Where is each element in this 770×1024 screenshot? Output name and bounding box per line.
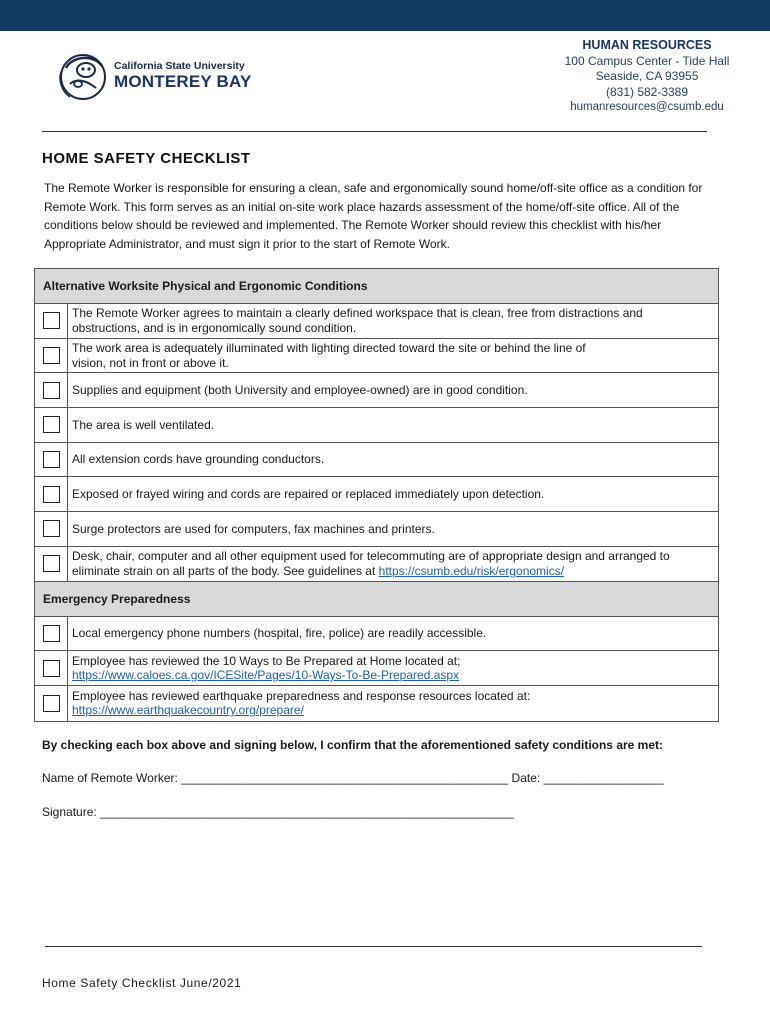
item-text: vision, not in front or above it. <box>72 355 229 370</box>
page-title: HOME SAFETY CHECKLIST <box>42 150 251 167</box>
top-banner <box>0 0 770 31</box>
item-text: The area is well ventilated. <box>72 417 215 432</box>
checkbox[interactable] <box>43 347 60 364</box>
name-label: Name of Remote Worker: <box>42 771 178 785</box>
address-line-1: 100 Campus Center - Tide Hall <box>564 53 730 68</box>
checklist-row <box>35 686 718 721</box>
name-date-line <box>42 771 664 785</box>
item-text: Desk, chair, computer and all other equipment used for telecommuting are of appropriate design and arranged to <box>72 549 670 564</box>
checklist-row <box>35 373 718 408</box>
checkbox[interactable] <box>43 555 60 572</box>
ergonomics-link[interactable]: https://csumb.edu/risk/ergonomics/ <box>378 563 565 578</box>
email-address: humanresources@csumb.edu <box>570 101 724 113</box>
checkbox[interactable] <box>43 695 60 712</box>
checkbox[interactable] <box>43 520 60 537</box>
item-text: Surge protectors are used for computers, fax machines and printers. <box>72 521 435 536</box>
checklist-table <box>34 268 719 722</box>
caloes-link[interactable]: https://www.caloes.ca.gov/ICESite/Pages/10-Ways-To-Be-Prepared.aspx <box>72 668 460 683</box>
checklist-row <box>35 304 718 339</box>
phone-number: (831) 582-3389 <box>605 84 689 99</box>
signature-field[interactable]: ______________________________________________________________ <box>100 805 514 819</box>
department-name: HUMAN RESOURCES <box>582 38 712 52</box>
otter-mascot-icon <box>56 50 110 102</box>
section-heading-emergency: Emergency Preparedness <box>35 582 718 617</box>
checklist-row <box>35 512 718 547</box>
item-text: Supplies and equipment (both University and employee-owned) are in good condition. <box>72 382 528 397</box>
address-line-2: Seaside, CA 93955 <box>595 69 699 83</box>
checkbox[interactable] <box>43 312 60 329</box>
logo-line-1: California State University <box>114 60 245 72</box>
signature-line <box>42 805 514 819</box>
checkbox[interactable] <box>43 625 60 642</box>
item-text: eliminate strain on all parts of the body. See guidelines at <box>72 563 379 578</box>
checklist-row <box>35 443 718 478</box>
header-divider <box>42 131 707 132</box>
checkbox[interactable] <box>43 660 60 677</box>
earthquake-country-link[interactable]: https://www.earthquakecountry.org/prepare/ <box>72 703 304 718</box>
checkbox[interactable] <box>43 451 60 468</box>
checklist-row <box>35 617 718 652</box>
logo-line-2: MONTEREY BAY <box>114 72 252 91</box>
checkbox[interactable] <box>43 486 60 503</box>
checklist-row <box>35 477 718 512</box>
item-text: Employee has reviewed earthquake preparedness and response resources located at: <box>72 688 531 703</box>
intro-paragraph: The Remote Worker is responsible for ensuring a clean, safe and ergonomically sound home/off-site office as a condition for Remote Work. This form serves as an initial on-site work place hazards assessment of the home/off-site office. All of the conditions below should be reviewed and implemented. The Remote Worker should review this checklist with his/her Appropriate Administrator, and must sign it prior to the start of Remote Work. <box>44 181 703 251</box>
checklist-row <box>35 651 718 686</box>
item-text: Employee has reviewed the 10 Ways to Be Prepared at Home located at; <box>72 653 461 668</box>
university-logo <box>56 50 256 102</box>
item-text: Exposed or frayed wiring and cords are repaired or replaced immediately upon detection. <box>72 487 545 502</box>
footer-text: Home Safety Checklist June/2021 <box>42 976 242 990</box>
date-label: Date: <box>511 771 541 785</box>
signature-label: Signature: <box>42 805 97 819</box>
checkbox[interactable] <box>43 416 60 433</box>
item-text: obstructions, and is in ergonomically sound condition. <box>72 320 357 335</box>
name-field[interactable]: _________________________________________________ <box>181 771 509 785</box>
checklist-row <box>35 339 718 374</box>
contact-block <box>542 38 752 116</box>
checkbox[interactable] <box>43 382 60 399</box>
item-text: All extension cords have grounding conductors. <box>72 452 325 467</box>
date-field[interactable]: __________________ <box>543 771 664 785</box>
checklist-row <box>35 408 718 443</box>
checklist-row <box>35 547 718 582</box>
footer-divider <box>45 946 702 947</box>
confirmation-statement: By checking each box above and signing below, I confirm that the aforementioned safety conditions are met: <box>42 738 664 752</box>
section-heading-ergonomic: Alternative Worksite Physical and Ergonomic Conditions <box>35 269 718 304</box>
item-text: Local emergency phone numbers (hospital, fire, police) are readily accessible. <box>72 626 487 641</box>
item-text: The work area is adequately illuminated with lighting directed toward the site or behind the line of <box>72 341 586 356</box>
item-text: The Remote Worker agrees to maintain a clearly defined workspace that is clean, free from distractions and <box>72 306 643 321</box>
